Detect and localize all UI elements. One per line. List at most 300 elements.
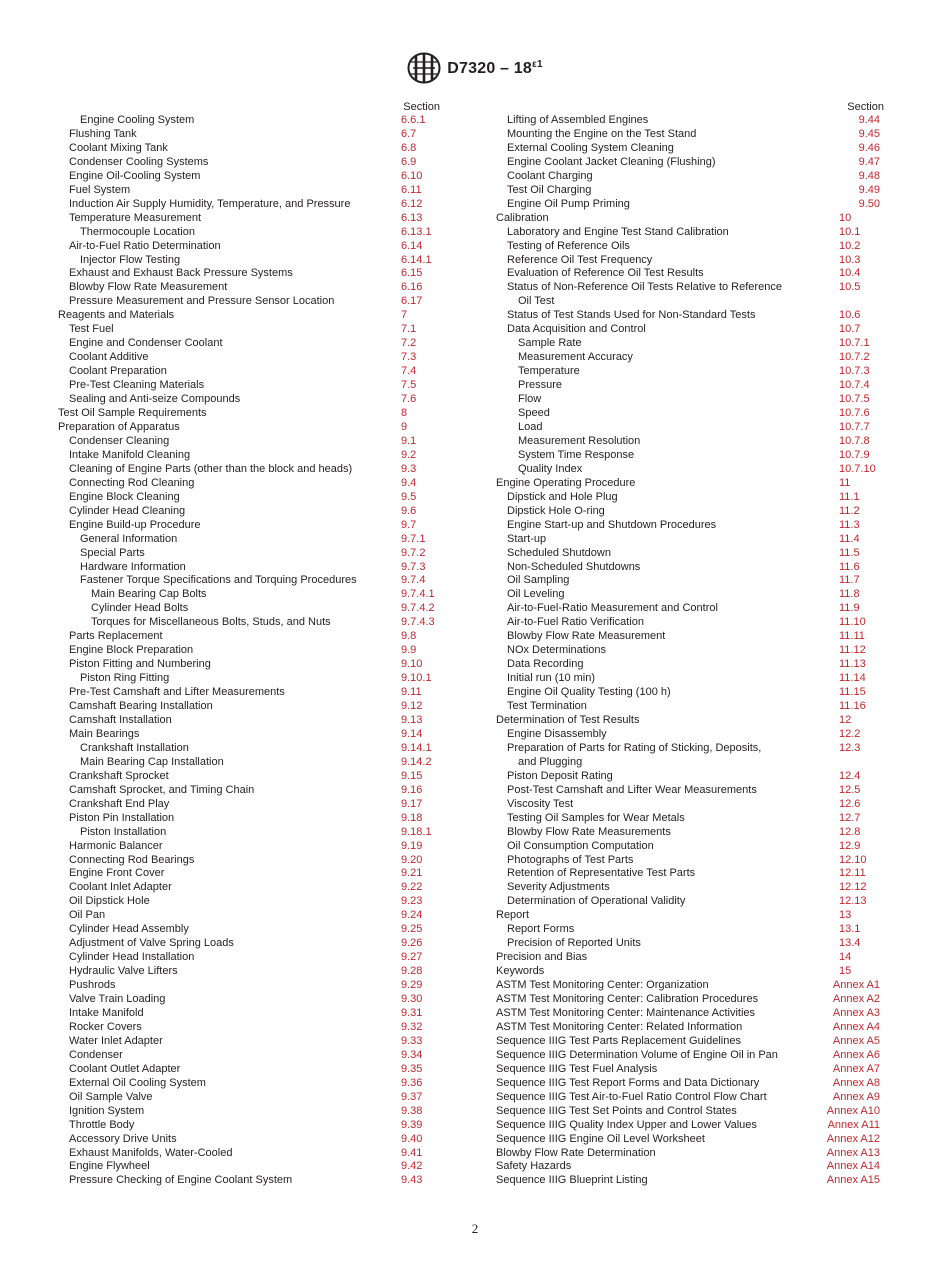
toc-entry: [58, 519, 440, 533]
toc-entry: [496, 686, 884, 700]
toc-entry: [58, 170, 440, 184]
toc-entry: [496, 812, 884, 826]
toc-entry-section-number: 9.16: [401, 783, 423, 796]
toc-entry-title: Air-to-Fuel Ratio Verification: [507, 616, 644, 629]
toc-entry-title: Retention of Representative Test Parts: [507, 867, 696, 880]
toc-entry: [58, 407, 440, 421]
toc-entry-section-number: 10.4: [839, 267, 861, 280]
toc-entry-title: Main Bearing Cap Bolts: [91, 588, 207, 601]
toc-entry-title: Sequence IIIG Test Fuel Analysis: [496, 1062, 658, 1075]
toc-entry: [496, 602, 884, 616]
toc-entry-section-number: 11.3: [839, 518, 860, 531]
toc-entry-title: Dipstick Hole O-ring: [507, 504, 605, 517]
toc-entry-title: Cylinder Head Bolts: [91, 602, 189, 615]
toc-entry: [58, 616, 440, 630]
toc-entry-title: Start-up: [507, 532, 547, 545]
toc-entry: [58, 491, 440, 505]
toc-entry-section-number: 12.13: [839, 895, 867, 908]
toc-entry-title: Cylinder Head Installation: [69, 951, 195, 964]
toc-entry-title: Measurement Accuracy: [518, 351, 633, 364]
toc-entry-section-number: 9.38: [401, 1104, 423, 1117]
toc-entry-title: Pressure: [518, 379, 563, 392]
toc-entry-title: Report Forms: [507, 923, 575, 936]
toc-entry-section-number: 9.15: [401, 769, 423, 782]
toc-entry-title: Piston Deposit Rating: [507, 769, 613, 782]
toc-entry: [496, 156, 884, 170]
toc-entry: [58, 226, 440, 240]
toc-entry-title: Test Fuel: [69, 323, 114, 336]
toc-entry-title: Engine Oil Pump Priming: [507, 197, 630, 210]
toc-entry-section-number: 9.18: [401, 811, 423, 824]
toc-entry: [58, 979, 440, 993]
toc-entry: [58, 351, 440, 365]
toc-entry: [496, 351, 884, 365]
toc-entry-section-number: 7: [401, 309, 408, 322]
toc-entry-section-number: 6.13.1: [401, 225, 432, 238]
toc-entry: [496, 895, 884, 909]
toc-entry-section-number: 12.12: [839, 881, 867, 894]
toc-entry: [496, 1133, 884, 1147]
toc-entry-section-number: 13.1: [839, 923, 861, 936]
toc-entry: [496, 742, 884, 770]
toc-entry: [496, 644, 884, 658]
toc-entry: [496, 365, 884, 379]
toc-entry: [496, 854, 884, 868]
toc-entry: [496, 1147, 884, 1161]
toc-entry-title: Blowby Flow Rate Measurement: [69, 281, 228, 294]
toc-entry: [496, 1160, 884, 1174]
toc-entry-title: Precision and Bias: [496, 951, 588, 964]
toc-entry-section-number: Annex A2: [832, 993, 880, 1006]
toc-entry-section-number: 9.47: [858, 155, 880, 168]
document-designation: $D7320 - 18^{\varepsilon 1}$: [447, 58, 543, 77]
toc-entry-section-number: 9.18.1: [401, 825, 432, 838]
toc-right-column: [496, 100, 884, 1188]
toc-entry-title: Test Termination: [507, 700, 587, 713]
toc-entry-section-number: 11.12: [839, 644, 866, 657]
toc-entry-title: Viscosity Test: [507, 797, 574, 810]
toc-entry-title: Mounting the Engine on the Test Stand: [507, 127, 697, 140]
toc-entry: [496, 267, 884, 281]
toc-entry: [58, 895, 440, 909]
toc-entry: [58, 812, 440, 826]
toc-entry-section-number: 9.32: [401, 1020, 423, 1033]
toc-entry-title: Speed: [518, 407, 550, 420]
toc-entry-section-number: 9.19: [401, 839, 423, 852]
toc-entry: [496, 770, 884, 784]
toc-entry-section-number: 11.10: [839, 616, 866, 629]
toc-entry-title: Crankshaft Sprocket: [69, 769, 169, 782]
toc-entry-title: General Information: [80, 532, 178, 545]
toc-entry: [496, 407, 884, 421]
page-number: 2: [471, 1221, 479, 1236]
toc-entry-title: Status of Test Stands Used for Non-Standard Tests: [507, 309, 756, 322]
toc-entry: [496, 672, 884, 686]
toc-entry-section-number: 9.14.2: [401, 755, 432, 768]
toc-entry-title: Sequence IIIG Blueprint Listing: [496, 1174, 648, 1187]
toc-entry: [58, 477, 440, 491]
toc-entry: [496, 1063, 884, 1077]
toc-entry-title: Sample Rate: [518, 337, 582, 350]
toc-entry-section-number: 9.42: [401, 1160, 423, 1173]
toc-entry-title: Sequence IIIG Quality Index Upper and Lower Values: [496, 1118, 757, 1131]
toc-entry-section-number: 9: [401, 420, 408, 433]
toc-entry-title: Main Bearing Cap Installation: [80, 755, 224, 768]
toc-entry-section-number: 9.3: [401, 462, 417, 475]
toc-entry-title: Dipstick and Hole Plug: [507, 490, 618, 503]
toc-entry-title: Exhaust Manifolds, Water-Cooled: [69, 1146, 233, 1159]
toc-entry: [496, 435, 884, 449]
toc-entry-title: Testing Oil Samples for Wear Metals: [507, 811, 685, 824]
toc-entry-section-number: 9.13: [401, 713, 423, 726]
toc-entry-title: External Oil Cooling System: [69, 1076, 206, 1089]
toc-entry-title: Preparation of Apparatus: [58, 420, 180, 433]
toc-entry-title: Hydraulic Valve Lifters: [69, 965, 178, 978]
toc-entry: [58, 784, 440, 798]
toc-entry: [496, 700, 884, 714]
toc-entry: [496, 588, 884, 602]
toc-entry: [496, 547, 884, 561]
toc-entry: [58, 854, 440, 868]
toc-entry-section-number: Annex A1: [832, 979, 880, 992]
toc-entry: [496, 923, 884, 937]
toc-entry-title: Severity Adjustments: [507, 881, 610, 894]
toc-entry-section-number: 10.7.5: [839, 393, 870, 406]
toc-entry: [58, 630, 440, 644]
toc-entry: [58, 798, 440, 812]
toc-entry: [58, 728, 440, 742]
toc-entry-title: Flushing Tank: [69, 127, 137, 140]
toc-entry-title: Oil Sample Valve: [69, 1090, 153, 1103]
toc-entry: [496, 1105, 884, 1119]
toc-entry-section-number: 9.2: [401, 448, 417, 461]
toc-entry: [496, 574, 884, 588]
toc-entry: [496, 393, 884, 407]
toc-entry-section-number: 11: [839, 476, 851, 489]
toc-entry-section-number: 12.11: [839, 867, 866, 880]
toc-entry: [58, 1119, 440, 1133]
toc-entry-title: Induction Air Supply Humidity, Temperature, and Pressure: [69, 197, 351, 210]
toc-entry: [58, 588, 440, 602]
toc-entry: [496, 226, 884, 240]
toc-entry-title: Precision of Reported Units: [507, 937, 641, 950]
toc-entry: [58, 281, 440, 295]
toc-entry-title: Engine Block Preparation: [69, 644, 194, 657]
toc-entry: [58, 421, 440, 435]
toc-entry-title: Sequence IIIG Engine Oil Level Worksheet: [496, 1132, 705, 1145]
toc-entry-title: Water Inlet Adapter: [69, 1034, 163, 1047]
toc-entry-section-number: 9.11: [401, 686, 422, 699]
toc-entry-title: Non-Scheduled Shutdowns: [507, 560, 641, 573]
toc-entry-title: Determination of Operational Validity: [507, 895, 686, 908]
toc-entry: [58, 770, 440, 784]
toc-entry-title: Rocker Covers: [69, 1020, 142, 1033]
toc-entry: [496, 979, 884, 993]
toc-entry-section-number: 9.24: [401, 909, 423, 922]
toc-entry-title: Hardware Information: [80, 560, 186, 573]
toc-entry-section-number: 9.7.4: [401, 574, 426, 587]
toc-entry-title: Injector Flow Testing: [80, 253, 181, 266]
toc-entry-title: Safety Hazards: [496, 1160, 572, 1173]
toc-entry-title: Temperature Measurement: [69, 211, 202, 224]
toc-entry: [58, 198, 440, 212]
toc-entry: [58, 658, 440, 672]
toc-entry: [58, 993, 440, 1007]
toc-entry-title: Cylinder Head Cleaning: [69, 504, 186, 517]
toc-entry-section-number: Annex A14: [826, 1160, 880, 1173]
toc-entry: [496, 784, 884, 798]
toc-entry-title: Piston Pin Installation: [69, 811, 175, 824]
toc-entry-title: Data Recording: [507, 658, 584, 671]
toc-entry-section-number: 6.6.1: [401, 114, 426, 126]
toc-entry-section-number: 9.39: [401, 1118, 423, 1131]
toc-entry-section-number: 9.12: [401, 700, 423, 713]
toc-entry-section-number: 10.7.2: [839, 351, 870, 364]
toc-entry-title: Sequence IIIG Determination Volume of Engine Oil in Pan: [496, 1048, 778, 1061]
toc-entry-section-number: 6.16: [401, 281, 423, 294]
toc-entry-section-number: 6.14.1: [401, 253, 432, 266]
toc-entry-section-number: 11.11: [839, 630, 865, 643]
toc-entry-section-number: 9.27: [401, 951, 423, 964]
toc-entry: [58, 365, 440, 379]
toc-entry-title: Air-to-Fuel Ratio Determination: [69, 239, 221, 252]
toc-entry-title: Coolant Additive: [69, 351, 149, 364]
toc-entry: [58, 1035, 440, 1049]
toc-entry-title: Test Oil Charging: [507, 183, 592, 196]
toc-entry-section-number: Annex A12: [826, 1132, 880, 1145]
edition-superscript: ε1: [532, 58, 543, 70]
toc-entry-title: Engine Disassembly: [507, 727, 607, 740]
toc-entry: [496, 519, 884, 533]
toc-entry-title: Sealing and Anti-seize Compounds: [69, 393, 241, 406]
toc-entry-title: Determination of Test Results: [496, 713, 640, 726]
toc-entry: [58, 505, 440, 519]
toc-entry-section-number: 9.1: [401, 434, 417, 447]
toc-entry-title: Laboratory and Engine Test Stand Calibration: [507, 225, 729, 238]
toc-entry-section-number: 11.16: [839, 700, 866, 713]
toc-entry-section-number: 9.46: [858, 141, 880, 154]
toc-entry: [58, 212, 440, 226]
toc-entry-title: Camshaft Sprocket, and Timing Chain: [69, 783, 255, 796]
toc-entry-title: Engine Coolant Jacket Cleaning (Flushing): [507, 155, 716, 168]
toc-entry-title: Coolant Charging: [507, 169, 593, 182]
toc-entry-section-number: Annex A11: [827, 1118, 880, 1131]
toc-entry-title: Pre-Test Cleaning Materials: [69, 379, 205, 392]
toc-entry: [496, 128, 884, 142]
toc-entry-section-number: 6.17: [401, 295, 423, 308]
toc-entry-title: Fuel System: [69, 183, 131, 196]
toc-entry-section-number: 6.10: [401, 169, 423, 182]
toc-entry-section-number: 10.1: [839, 225, 861, 238]
toc-entry-title: Condenser Cooling Systems: [69, 155, 209, 168]
toc-entry-section-number: 10.7.10: [839, 462, 876, 475]
toc-entry-section-number: 6.15: [401, 267, 423, 280]
toc-entry-section-number: 9.4: [401, 476, 417, 489]
toc-entry-title: Connecting Rod Cleaning: [69, 476, 195, 489]
toc-entry: [496, 323, 884, 337]
toc-entry: [58, 1063, 440, 1077]
toc-entry-section-number: 6.8: [401, 141, 417, 154]
toc-entry: [496, 212, 884, 226]
toc-entry: [496, 993, 884, 1007]
toc-entry-title: Oil Sampling: [507, 574, 570, 587]
toc-entry: [58, 714, 440, 728]
toc-entry: [58, 1021, 440, 1035]
toc-entry: [496, 184, 884, 198]
toc-entry: [58, 1077, 440, 1091]
toc-entry-section-number: 9.10: [401, 658, 423, 671]
toc-entry: [58, 295, 440, 309]
toc-entry-section-number: 6.9: [401, 155, 417, 168]
toc-entry-title: Measurement Resolution: [518, 434, 641, 447]
toc-entry-section-number: 11.14: [839, 672, 866, 685]
toc-entry-title: Photographs of Test Parts: [507, 853, 634, 866]
toc-entry-title: Adjustment of Valve Spring Loads: [69, 937, 234, 950]
toc-entry: [496, 951, 884, 965]
toc-entry-title: Special Parts: [80, 546, 145, 559]
toc-entry-title: Camshaft Bearing Installation: [69, 700, 213, 713]
toc-entry-section-number: Annex A13: [826, 1146, 880, 1159]
toc-entry-title: Parts Replacement: [69, 630, 163, 643]
toc-entry-title: Keywords: [496, 965, 545, 978]
toc-entry-section-number: 7.6: [401, 393, 417, 406]
toc-entry-title: Cleaning of Engine Parts (other than the block and heads): [69, 462, 353, 475]
toc-entry-section-number: 9.33: [401, 1034, 423, 1047]
toc-entry-title: Camshaft Installation: [69, 713, 172, 726]
toc-entry-title: Engine Block Cleaning: [69, 490, 180, 503]
toc-entry-title: Engine Front Cover: [69, 867, 165, 880]
toc-entry-section-number: 12.2: [839, 727, 861, 740]
toc-entry-title: Pressure Measurement and Pressure Sensor Location: [69, 295, 335, 308]
toc-entry-section-number: 9.25: [401, 923, 423, 936]
toc-entry-title: Engine Oil Quality Testing (100 h): [507, 686, 671, 699]
toc-entry-title: Thermocouple Location: [80, 225, 195, 238]
toc-entry-section-number: 6.7: [401, 127, 417, 140]
toc-entry-section-number: 9.14.1: [401, 741, 432, 754]
toc-entry-section-number: 9.36: [401, 1076, 423, 1089]
toc-entry-section-number: 7.2: [401, 337, 417, 350]
toc-entry-section-number: 11.13: [839, 658, 866, 671]
toc-entry: [58, 337, 440, 351]
toc-entry: [58, 700, 440, 714]
toc-entry-section-number: 9.5: [401, 490, 417, 503]
toc-entry: [496, 281, 884, 309]
page-header: [0, 52, 950, 84]
toc-entry-title: Flow: [518, 393, 542, 406]
toc-entry-title: Condenser: [69, 1048, 123, 1061]
toc-entry-section-number: 10.7.6: [839, 407, 870, 420]
toc-entry-section-number: 9.7.4.3: [401, 616, 435, 629]
toc-entry: [496, 421, 884, 435]
toc-entry: [58, 547, 440, 561]
toc-entry-section-number: 8: [401, 407, 408, 420]
toc-entry-section-number: 10.6: [839, 309, 861, 322]
toc-entry-section-number: 9.7.4.1: [401, 588, 435, 601]
toc-entry-title: Preparation of Parts for Rating of Sticking, Deposits,: [507, 741, 762, 754]
toc-entry-section-number: 9.17: [401, 797, 423, 810]
toc-entry-section-number: 9.7.2: [401, 546, 426, 559]
toc-entry: [496, 463, 884, 477]
toc-entry-title: Pre-Test Camshaft and Lifter Measurements: [69, 686, 285, 699]
toc-entry: [496, 561, 884, 575]
toc-entry-section-number: 9.7.4.2: [401, 602, 435, 615]
toc-entry-section-number: 14: [839, 951, 852, 964]
toc-entry-title: Engine Operating Procedure: [496, 476, 636, 489]
toc-entry: [496, 867, 884, 881]
toc-entry: [58, 323, 440, 337]
toc-entry-section-number: 9.40: [401, 1132, 423, 1145]
toc-entry-title: Engine Flywheel: [69, 1160, 150, 1173]
toc-entry-title: Oil Dipstick Hole: [69, 895, 150, 908]
toc-entry: [58, 561, 440, 575]
toc-entry: [496, 616, 884, 630]
toc-entry-section-number: 9.26: [401, 937, 423, 950]
toc-entry: [58, 951, 440, 965]
toc-entry-title: Harmonic Balancer: [69, 839, 163, 852]
toc-entry: [58, 881, 440, 895]
toc-entry: [496, 198, 884, 212]
toc-entry: [496, 170, 884, 184]
toc-entry-title: System Time Response: [518, 448, 635, 461]
toc-entry-section-number: 10.7.9: [839, 448, 870, 461]
toc-entry-title-continued: Oil Test: [518, 295, 555, 308]
toc-entry-title: Blowby Flow Rate Measurements: [507, 825, 671, 838]
toc-entry-section-number: 12.8: [839, 825, 861, 838]
toc-entry-title: Piston Ring Fitting: [80, 672, 170, 685]
toc-entry: [496, 449, 884, 463]
toc-entry: [496, 240, 884, 254]
toc-entry-section-number: 9.6: [401, 504, 417, 517]
toc-entry: [496, 1091, 884, 1105]
toc-entry-section-number: 12: [839, 713, 852, 726]
toc-entry: [496, 798, 884, 812]
toc-entry: [58, 840, 440, 854]
toc-entry-title: Engine and Condenser Coolant: [69, 337, 223, 350]
toc-entry-section-number: 9.43: [401, 1174, 423, 1187]
toc-entry-title: Engine Cooling System: [80, 114, 195, 126]
toc-entry-title: Valve Train Loading: [69, 993, 166, 1006]
toc-entry-title: Scheduled Shutdown: [507, 546, 611, 559]
toc-entry-section-number: 6.11: [401, 183, 422, 196]
toc-entry-section-number: 9.34: [401, 1048, 423, 1061]
toc-entry-section-number: 11.7: [839, 574, 860, 587]
toc-entry-section-number: 7.1: [401, 323, 417, 336]
toc-entry-title: Oil Pan: [69, 909, 106, 922]
toc-entry-section-number: 9.48: [858, 169, 880, 182]
toc-entry-section-number: 9.7.3: [401, 560, 426, 573]
toc-entry-section-number: 9.10.1: [401, 672, 432, 685]
toc-entry: [496, 909, 884, 923]
toc-entry-title: Reference Oil Test Frequency: [507, 253, 653, 266]
toc-entry: [496, 254, 884, 268]
toc-entry-section-number: 11.8: [839, 588, 860, 601]
toc-entry: [496, 1077, 884, 1091]
toc-entry: [496, 533, 884, 547]
toc-entry: [58, 1105, 440, 1119]
toc-entry-title: NOx Determinations: [507, 644, 607, 657]
toc-entry: [58, 826, 440, 840]
toc-entry: [58, 937, 440, 951]
toc-entry: [496, 1021, 884, 1035]
toc-entry-section-number: 11.5: [839, 546, 860, 559]
toc-entry-title: Blowby Flow Rate Measurement: [507, 630, 666, 643]
toc-entry-title: ASTM Test Monitoring Center: Organization: [496, 979, 709, 992]
toc-entry-title: Load: [518, 420, 543, 433]
toc-entry-section-number: 6.14: [401, 239, 423, 252]
toc-entry-section-number: 11.4: [839, 532, 860, 545]
toc-entry-title: Intake Manifold: [69, 1007, 144, 1019]
toc-entry: [58, 867, 440, 881]
